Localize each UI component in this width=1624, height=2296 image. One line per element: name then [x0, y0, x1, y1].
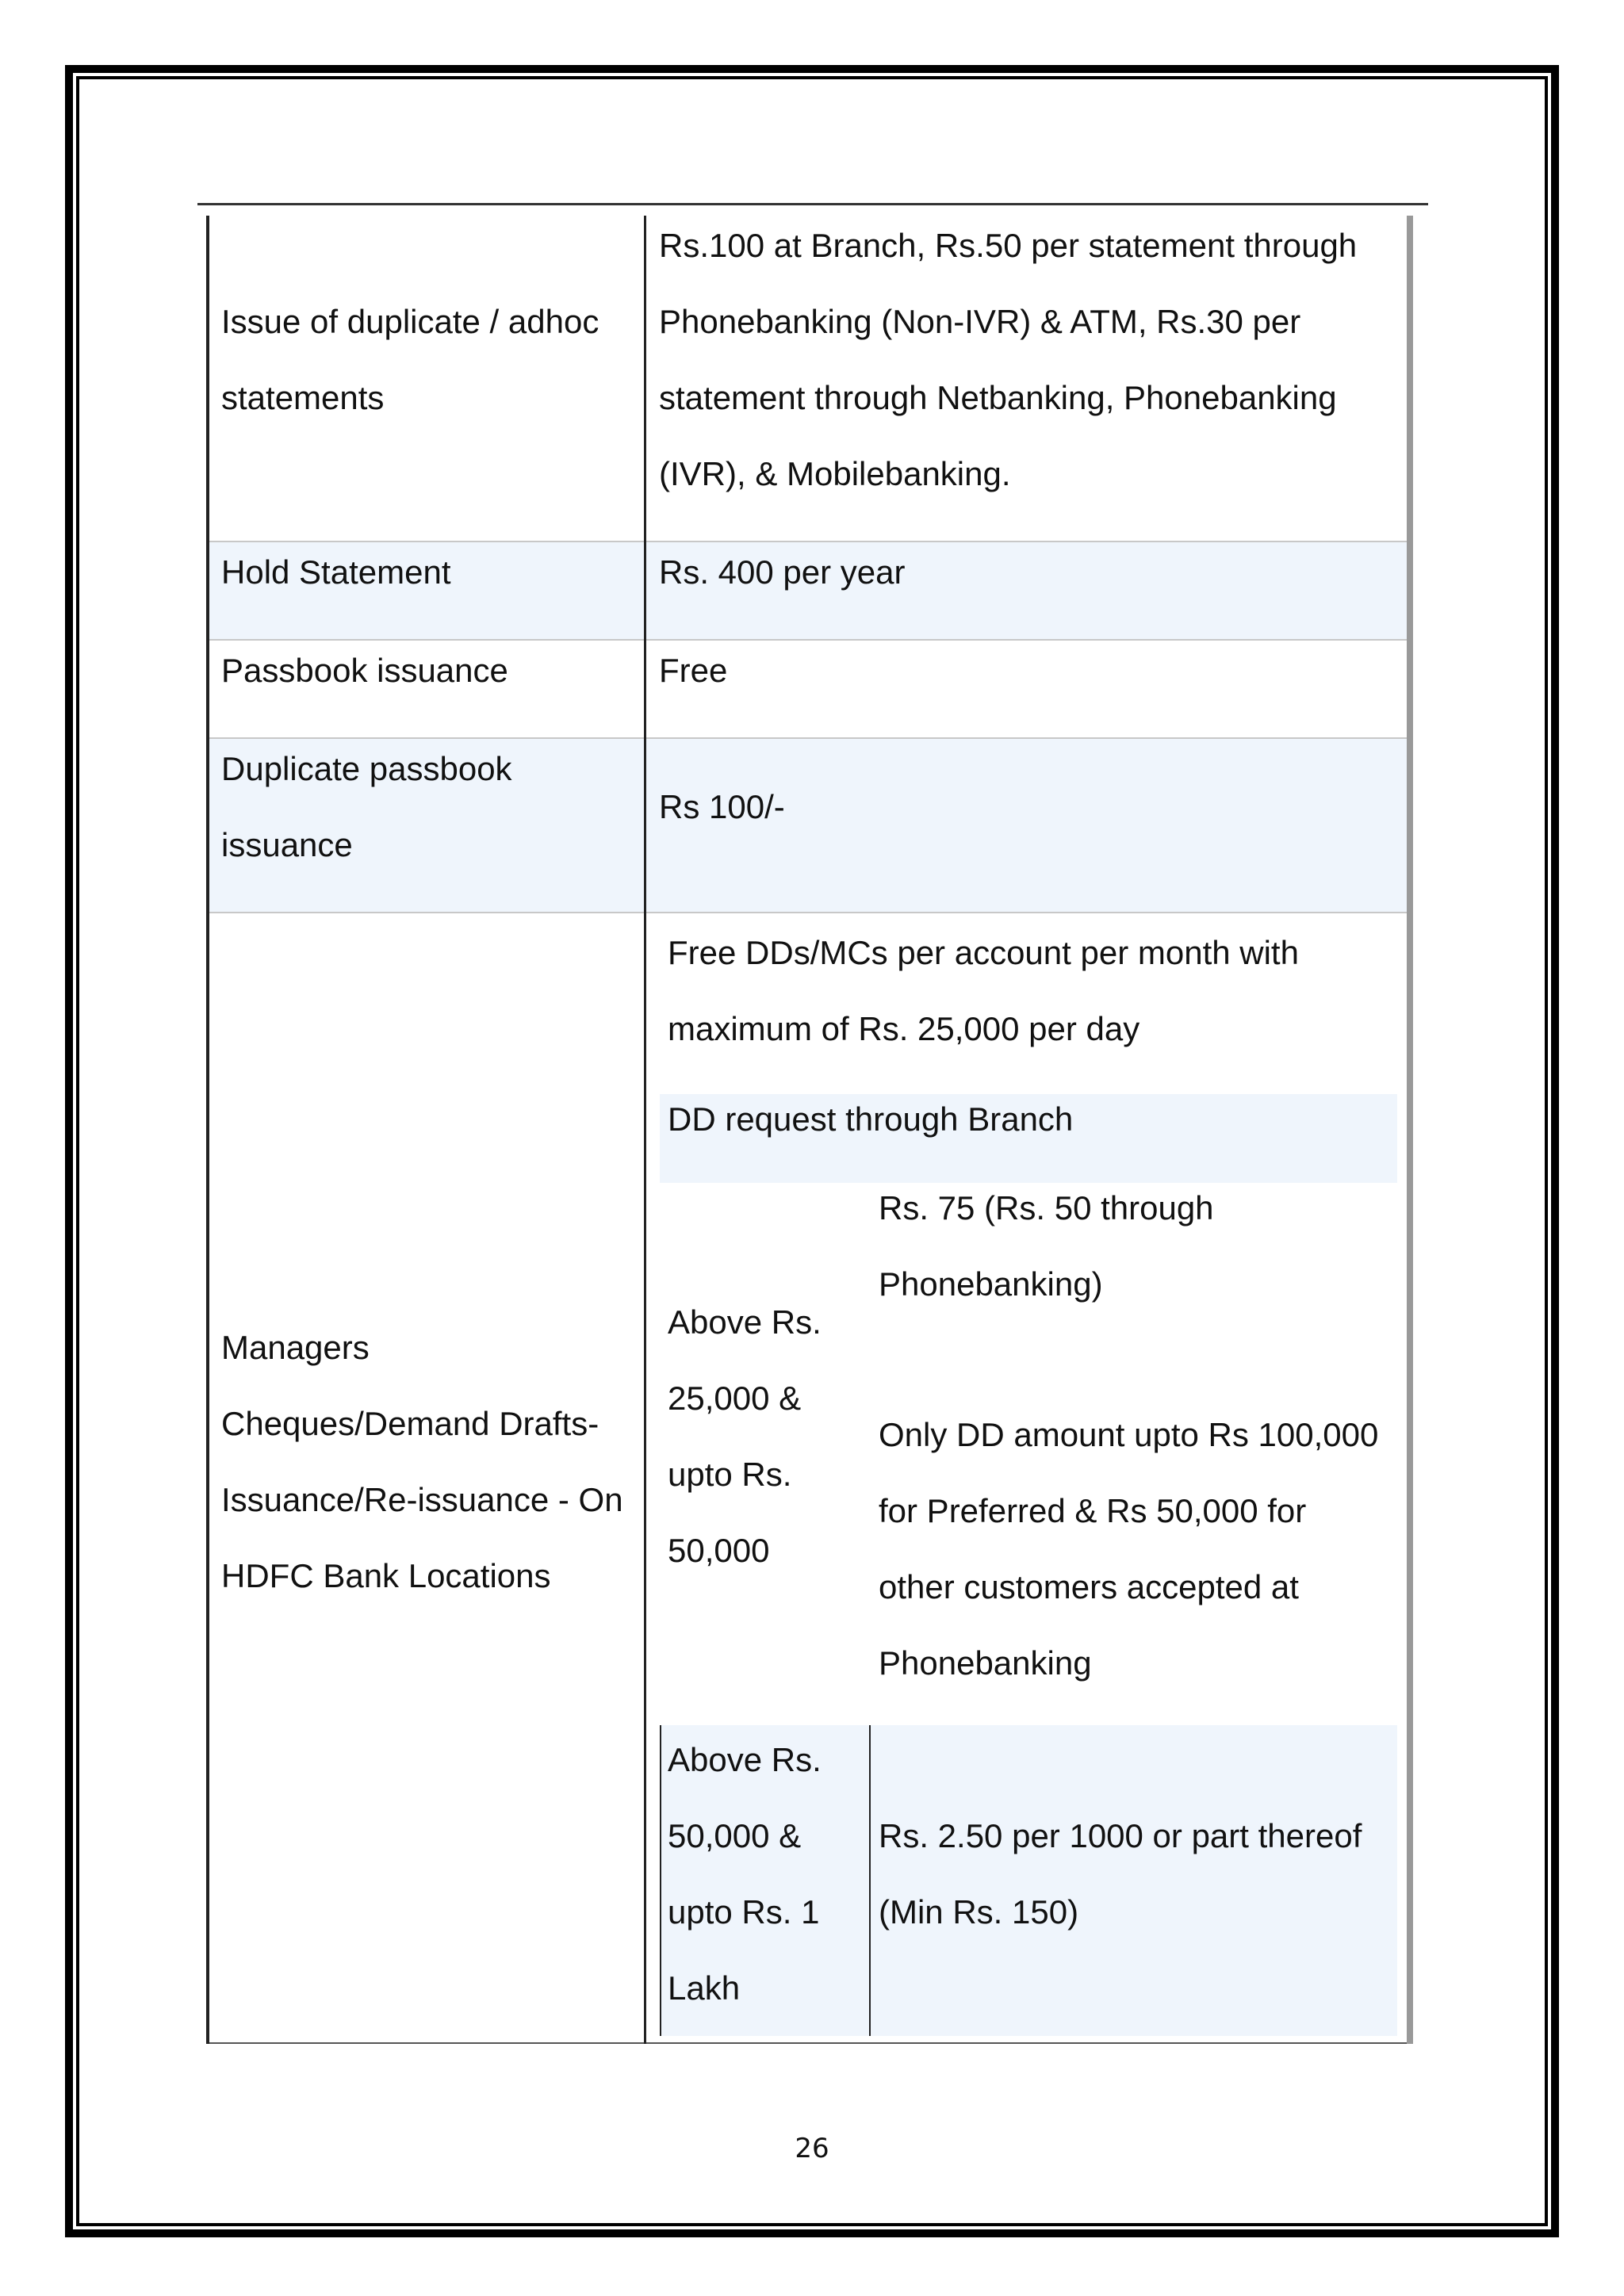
row-label-duplicate-passbook-1: Duplicate passbook: [221, 750, 512, 787]
dd-subheader: DD request through Branch: [668, 1100, 1074, 1138]
row-label-managers-cheques-2: Cheques/Demand Drafts-: [221, 1405, 599, 1442]
tier1-note-2: for Preferred & Rs 50,000 for: [879, 1492, 1307, 1529]
nested-column-divider: [869, 1725, 871, 2036]
row-label-duplicate-statements-2: statements: [221, 379, 385, 416]
table-right-border: [1407, 216, 1413, 2044]
tier1-range-4: 50,000: [668, 1532, 770, 1569]
dd-intro-1: Free DDs/MCs per account per month with: [668, 934, 1299, 971]
tier1-range-3: upto Rs.: [668, 1456, 792, 1493]
tier2-charge-1: Rs. 2.50 per 1000 or part thereof: [879, 1817, 1362, 1854]
tier1-charge-2: Phonebanking): [879, 1265, 1103, 1303]
tier1-range-2: 25,000 &: [668, 1380, 802, 1417]
row-divider: [209, 912, 1407, 913]
tier2-charge-2: (Min Rs. 150): [879, 1893, 1079, 1931]
header-rule: [197, 203, 1428, 205]
nested-left-border: [660, 1725, 661, 2036]
page-number: 26: [795, 2133, 829, 2164]
row-label-duplicate-statements-1: Issue of duplicate / adhoc: [221, 303, 599, 340]
row-value-duplicate-statements-1: Rs.100 at Branch, Rs.50 per statement through: [659, 227, 1358, 264]
row-value-duplicate-statements-3: statement through Netbanking, Phonebanking: [659, 379, 1337, 416]
row-label-managers-cheques-1: Managers: [221, 1329, 370, 1366]
row-label-passbook-issuance: Passbook issuance: [221, 652, 508, 689]
tier2-range-3: upto Rs. 1: [668, 1893, 820, 1931]
tier1-note-3: other customers accepted at: [879, 1568, 1299, 1605]
tier1-range-1: Above Rs.: [668, 1303, 822, 1341]
table-left-border: [206, 216, 209, 2044]
tier1-note-4: Phonebanking: [879, 1644, 1092, 1682]
row-label-managers-cheques-3: Issuance/Re-issuance - On: [221, 1481, 623, 1518]
dd-intro-2: maximum of Rs. 25,000 per day: [668, 1010, 1140, 1047]
row-value-duplicate-passbook: Rs 100/-: [659, 788, 785, 825]
row-label-hold-statement: Hold Statement: [221, 553, 451, 591]
tier2-range-2: 50,000 &: [668, 1817, 802, 1854]
table-bottom: [208, 2042, 1407, 2044]
row-label-managers-cheques-4: HDFC Bank Locations: [221, 1557, 551, 1594]
tier1-charge-1: Rs. 75 (Rs. 50 through: [879, 1189, 1214, 1226]
column-divider: [644, 216, 646, 2044]
row-label-duplicate-passbook-2: issuance: [221, 826, 353, 863]
tier2-range-1: Above Rs.: [668, 1741, 822, 1778]
tier1-note-1: Only DD amount upto Rs 100,000: [879, 1416, 1379, 1453]
row-value-duplicate-statements-2: Phonebanking (Non-IVR) & ATM, Rs.30 per: [659, 303, 1301, 340]
tier2-range-4: Lakh: [668, 1969, 741, 2007]
row-value-hold-statement: Rs. 400 per year: [659, 553, 906, 591]
row-value-passbook-issuance: Free: [659, 652, 728, 689]
row-value-duplicate-statements-4: (IVR), & Mobilebanking.: [659, 455, 1011, 492]
